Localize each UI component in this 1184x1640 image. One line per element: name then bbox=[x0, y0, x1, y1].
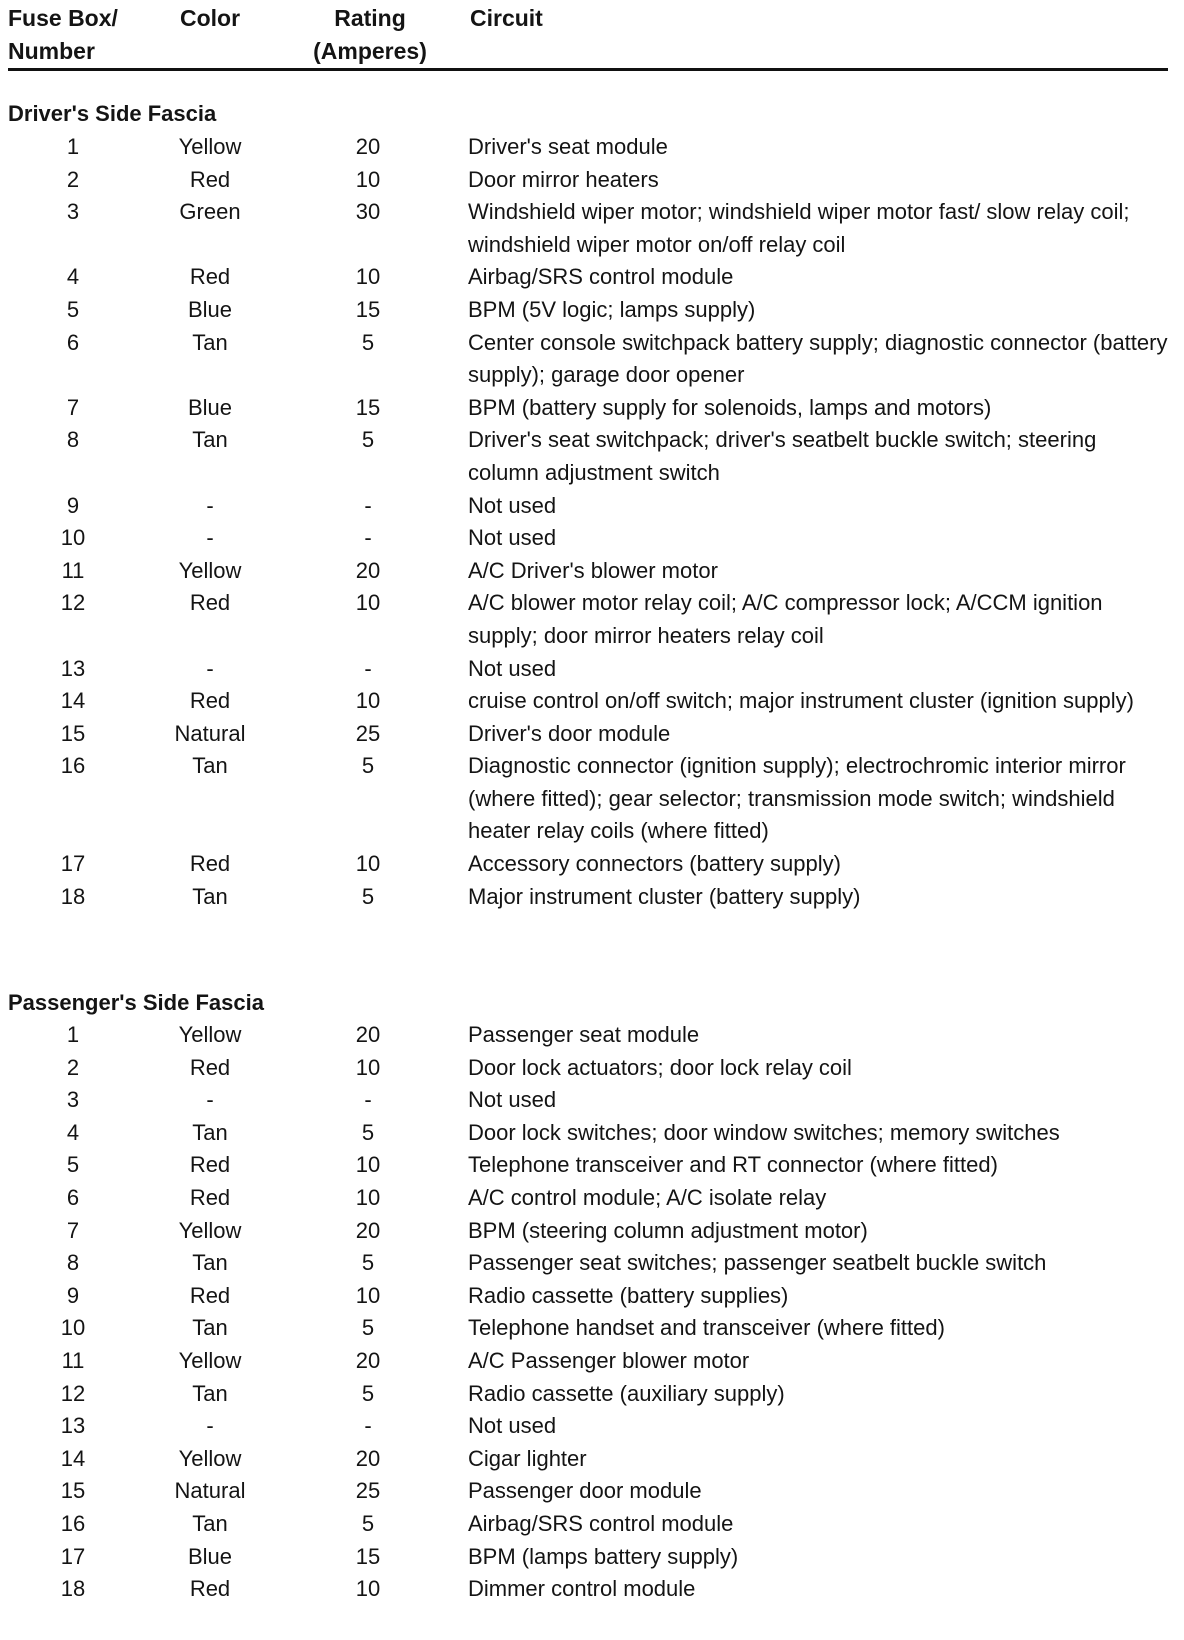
fuse-color: Red bbox=[189, 166, 231, 192]
table-row bbox=[0, 1182, 1184, 1215]
table-row bbox=[0, 424, 1184, 489]
table-row bbox=[0, 750, 1184, 848]
fuse-circuit: Major instrument cluster (battery supply) bbox=[468, 883, 861, 909]
fuse-circuit: Airbag/SRS control module bbox=[468, 264, 734, 290]
fuse-circuit: Door lock actuators; door lock relay coil bbox=[468, 1054, 852, 1080]
fuse-rating: 5 bbox=[361, 1510, 375, 1536]
passengers-side-rows bbox=[0, 1019, 1184, 1606]
fuse-color: Tan bbox=[192, 1119, 228, 1145]
table-row bbox=[0, 1215, 1184, 1248]
fuse-rating: 15 bbox=[355, 394, 381, 420]
fuse-circuit: Driver's seat module bbox=[468, 134, 668, 159]
table-row bbox=[0, 1345, 1184, 1378]
fuse-number: 13 bbox=[60, 655, 86, 681]
header-number-line2: Number bbox=[8, 38, 95, 64]
fuse-number: 15 bbox=[60, 720, 86, 746]
table-row bbox=[0, 1052, 1184, 1085]
fuse-rating: 20 bbox=[355, 134, 381, 159]
fuse-circuit: Passenger door module bbox=[468, 1478, 702, 1504]
table-row bbox=[0, 1117, 1184, 1150]
fuse-circuit: A/C Passenger blower motor bbox=[468, 1347, 750, 1373]
fuse-circuit: BPM (battery supply for solenoids, lamps and motors) bbox=[468, 394, 992, 420]
header-number-line1: Fuse Box/ bbox=[8, 5, 118, 31]
fuse-circuit: Telephone transceiver and RT connector (where fitted) bbox=[468, 1152, 998, 1178]
fuse-circuit: Driver's seat switchpack; driver's seatbelt buckle switch; steering column adjustment switch bbox=[468, 427, 1097, 485]
header-color-label: Color bbox=[179, 5, 241, 31]
fuse-rating: 5 bbox=[361, 1119, 375, 1145]
fuse-number: 18 bbox=[60, 1576, 86, 1602]
fuse-rating: - bbox=[364, 1413, 372, 1439]
fuse-rating: 5 bbox=[361, 329, 375, 355]
fuse-color: - bbox=[206, 1413, 214, 1439]
table-row bbox=[0, 1410, 1184, 1443]
fuse-color: Natural bbox=[174, 720, 246, 746]
fuse-color: Red bbox=[189, 851, 231, 877]
fuse-rating: 20 bbox=[355, 1347, 381, 1373]
fuse-color: Tan bbox=[192, 1380, 228, 1406]
fuse-rating: 5 bbox=[361, 883, 375, 909]
fuse-circuit: Not used bbox=[468, 525, 557, 551]
fuse-circuit: cruise control on/off switch; major instrument cluster (ignition supply) bbox=[468, 688, 1134, 714]
fuse-number: 3 bbox=[66, 199, 80, 225]
fuse-color: Red bbox=[189, 1054, 231, 1080]
fuse-color: Red bbox=[189, 1576, 231, 1602]
table-row bbox=[0, 848, 1184, 881]
table-row bbox=[0, 522, 1184, 555]
fuse-rating: 10 bbox=[355, 1184, 381, 1210]
table-row bbox=[0, 294, 1184, 327]
fuse-color: Tan bbox=[192, 1510, 228, 1536]
table-row bbox=[0, 196, 1184, 261]
fuse-number: 2 bbox=[66, 166, 80, 192]
fuse-rating: 20 bbox=[355, 1022, 381, 1047]
fuse-color: Yellow bbox=[178, 1445, 242, 1471]
fuse-color: - bbox=[206, 1087, 214, 1113]
fuse-rating: 25 bbox=[355, 720, 381, 746]
table-row bbox=[0, 131, 1184, 164]
fuse-color: - bbox=[206, 655, 214, 681]
table-row bbox=[0, 1312, 1184, 1345]
fuse-number: 1 bbox=[66, 134, 80, 159]
fuse-number: 4 bbox=[66, 264, 80, 290]
fuse-number: 5 bbox=[66, 1152, 80, 1178]
fuse-circuit: Not used bbox=[468, 492, 557, 518]
header-rating bbox=[300, 2, 440, 68]
fuse-number: 9 bbox=[66, 492, 80, 518]
fuse-circuit: Cigar lighter bbox=[468, 1445, 587, 1471]
header-number bbox=[8, 2, 118, 68]
table-row bbox=[0, 1541, 1184, 1574]
fuse-number: 3 bbox=[66, 1087, 80, 1113]
table-row bbox=[0, 1508, 1184, 1541]
table-row bbox=[0, 490, 1184, 523]
fuse-circuit: Radio cassette (auxiliary supply) bbox=[468, 1380, 785, 1406]
fuse-rating: 20 bbox=[355, 1217, 381, 1243]
fuse-circuit: Center console switchpack battery supply; diagnostic connector (battery supply); garage door opener bbox=[468, 329, 1168, 388]
fuse-circuit: Not used bbox=[468, 1413, 557, 1439]
fuse-color: Natural bbox=[174, 1478, 246, 1504]
fuse-circuit: Accessory connectors (battery supply) bbox=[468, 851, 841, 877]
fuse-rating: 5 bbox=[361, 1315, 375, 1341]
fuse-rating: 10 bbox=[355, 851, 381, 877]
fuse-circuit: Passenger seat switches; passenger seatbelt buckle switch bbox=[468, 1250, 1047, 1276]
fuse-number: 7 bbox=[66, 1217, 80, 1243]
fuse-rating: 20 bbox=[355, 1445, 381, 1471]
fuse-circuit: Driver's door module bbox=[468, 720, 671, 746]
table-row bbox=[0, 1573, 1184, 1606]
fuse-rating: - bbox=[364, 492, 372, 518]
fuse-circuit: Dimmer control module bbox=[468, 1576, 696, 1602]
fuse-circuit: Door lock switches; door window switches; memory switches bbox=[468, 1119, 1060, 1145]
fuse-circuit: Airbag/SRS control module bbox=[468, 1510, 734, 1536]
fuse-rating: 10 bbox=[355, 1054, 381, 1080]
fuse-number: 8 bbox=[66, 1250, 80, 1276]
fuse-circuit: BPM (steering column adjustment motor) bbox=[468, 1217, 868, 1243]
fuse-circuit: BPM (5V logic; lamps supply) bbox=[468, 296, 756, 322]
fuse-number: 12 bbox=[60, 590, 86, 616]
fuse-number: 16 bbox=[60, 753, 86, 779]
fuse-rating: 5 bbox=[361, 1250, 375, 1276]
fuse-number: 10 bbox=[60, 1315, 86, 1341]
fuse-color: Blue bbox=[187, 296, 233, 322]
fuse-circuit: Telephone handset and transceiver (where fitted) bbox=[468, 1315, 945, 1341]
table-row bbox=[0, 881, 1184, 914]
fuse-rating: 10 bbox=[355, 1282, 381, 1308]
header-rating-line2: (Amperes) bbox=[313, 38, 427, 64]
table-row bbox=[0, 1475, 1184, 1508]
fuse-color: Yellow bbox=[178, 1022, 242, 1047]
fuse-rating: - bbox=[364, 655, 372, 681]
fuse-rating: - bbox=[364, 525, 372, 551]
fuse-circuit: Diagnostic connector (ignition supply); electrochromic interior mirror (where fitted); gear selector; transmission mode switch; windshield heater relay coils (where fitted) bbox=[468, 753, 1126, 844]
fuse-number: 15 bbox=[60, 1478, 86, 1504]
table-row bbox=[0, 1443, 1184, 1476]
fuse-color: - bbox=[206, 492, 214, 518]
table-row bbox=[0, 164, 1184, 197]
fuse-color: Tan bbox=[192, 1250, 228, 1276]
fuse-rating: 5 bbox=[361, 753, 375, 779]
table-row bbox=[0, 1149, 1184, 1182]
fuse-rating: 10 bbox=[355, 1576, 381, 1602]
fuse-color: Red bbox=[189, 1282, 231, 1308]
fuse-number: 16 bbox=[60, 1510, 86, 1536]
fuse-color: Tan bbox=[192, 883, 228, 909]
fuse-number: 2 bbox=[66, 1054, 80, 1080]
section-title-drivers-side: Driver's Side Fascia bbox=[8, 101, 217, 126]
fuse-color: Tan bbox=[192, 753, 228, 779]
table-row bbox=[0, 1019, 1184, 1052]
fuse-color: Tan bbox=[192, 329, 228, 355]
fuse-color: Red bbox=[189, 1152, 231, 1178]
table-row bbox=[0, 587, 1184, 652]
fuse-number: 7 bbox=[66, 394, 80, 420]
fuse-rating: 10 bbox=[355, 590, 381, 616]
drivers-side-rows bbox=[0, 131, 1184, 913]
fuse-rating: 30 bbox=[355, 199, 381, 225]
fuse-circuit: BPM (lamps battery supply) bbox=[468, 1543, 739, 1569]
fuse-number: 6 bbox=[66, 329, 80, 355]
fuse-color: Yellow bbox=[178, 557, 242, 583]
fuse-color: Yellow bbox=[178, 1217, 242, 1243]
fuse-color: Yellow bbox=[178, 134, 242, 159]
fuse-rating: 5 bbox=[361, 1380, 375, 1406]
fuse-color: Blue bbox=[187, 1543, 233, 1569]
fuse-number: 12 bbox=[60, 1380, 86, 1406]
fuse-number: 6 bbox=[66, 1184, 80, 1210]
fuse-circuit: Not used bbox=[468, 1087, 557, 1113]
header-rating-line1: Rating bbox=[334, 5, 406, 31]
fuse-color: Blue bbox=[187, 394, 233, 420]
fuse-circuit: Windshield wiper motor; windshield wiper motor fast/ slow relay coil; windshield wiper motor on/off relay coil bbox=[468, 199, 1130, 257]
fuse-color: Red bbox=[189, 1184, 231, 1210]
fuse-rating: 25 bbox=[355, 1478, 381, 1504]
fuse-number: 10 bbox=[60, 525, 86, 551]
fuse-circuit: Radio cassette (battery supplies) bbox=[468, 1282, 789, 1308]
fuse-color: Red bbox=[189, 688, 231, 714]
fuse-rating: 10 bbox=[355, 264, 381, 290]
table-row bbox=[0, 1280, 1184, 1313]
fuse-number: 17 bbox=[60, 1543, 86, 1569]
fuse-rating: 15 bbox=[355, 1543, 381, 1569]
header-circuit bbox=[470, 2, 543, 35]
table-row bbox=[0, 685, 1184, 718]
fuse-number: 17 bbox=[60, 851, 86, 877]
fuse-color: Green bbox=[179, 199, 241, 225]
table-row bbox=[0, 1247, 1184, 1280]
header-color bbox=[140, 2, 280, 35]
table-row bbox=[0, 327, 1184, 392]
fuse-circuit: A/C blower motor relay coil; A/C compressor lock; A/CCM ignition supply; door mirror heaters relay coil bbox=[468, 590, 1103, 648]
table-row bbox=[0, 555, 1184, 588]
fuse-number: 5 bbox=[66, 296, 80, 322]
fuse-number: 14 bbox=[60, 688, 86, 714]
table-row bbox=[0, 653, 1184, 686]
fuse-rating: 15 bbox=[355, 296, 381, 322]
fuse-number: 18 bbox=[60, 883, 86, 909]
fuse-circuit: Door mirror heaters bbox=[468, 166, 659, 192]
fuse-number: 1 bbox=[66, 1022, 80, 1047]
table-row bbox=[0, 392, 1184, 425]
fuse-rating: 20 bbox=[355, 557, 381, 583]
fuse-color: - bbox=[206, 525, 214, 551]
fuse-rating: 10 bbox=[355, 1152, 381, 1178]
fuse-rating: 5 bbox=[361, 427, 375, 453]
fuse-circuit: Not used bbox=[468, 655, 557, 681]
table-row bbox=[0, 718, 1184, 751]
fuse-color: Tan bbox=[192, 1315, 228, 1341]
fuse-color: Yellow bbox=[178, 1347, 242, 1373]
section-title-passengers-side: Passenger's Side Fascia bbox=[8, 990, 264, 1015]
fuse-number: 11 bbox=[61, 557, 85, 583]
fuse-circuit: A/C Driver's blower motor bbox=[468, 557, 718, 583]
fuse-number: 13 bbox=[60, 1413, 86, 1439]
fuse-rating: - bbox=[364, 1087, 372, 1113]
fuse-color: Red bbox=[189, 590, 231, 616]
table-row bbox=[0, 1084, 1184, 1117]
fuse-rating: 10 bbox=[355, 166, 381, 192]
fuse-number: 14 bbox=[60, 1445, 86, 1471]
fuse-number: 11 bbox=[61, 1347, 85, 1373]
fuse-circuit: Passenger seat module bbox=[468, 1022, 700, 1047]
table-row bbox=[0, 1378, 1184, 1411]
header-circuit-label: Circuit bbox=[470, 5, 543, 31]
fuse-color: Red bbox=[189, 264, 231, 290]
table-row bbox=[0, 261, 1184, 294]
fuse-number: 4 bbox=[66, 1119, 80, 1145]
fuse-color: Tan bbox=[192, 427, 228, 453]
fuse-number: 9 bbox=[66, 1282, 80, 1308]
fuse-number: 8 bbox=[66, 427, 80, 453]
header-divider bbox=[8, 68, 1168, 71]
fuse-circuit: A/C control module; A/C isolate relay bbox=[468, 1184, 827, 1210]
fuse-rating: 10 bbox=[355, 688, 381, 714]
